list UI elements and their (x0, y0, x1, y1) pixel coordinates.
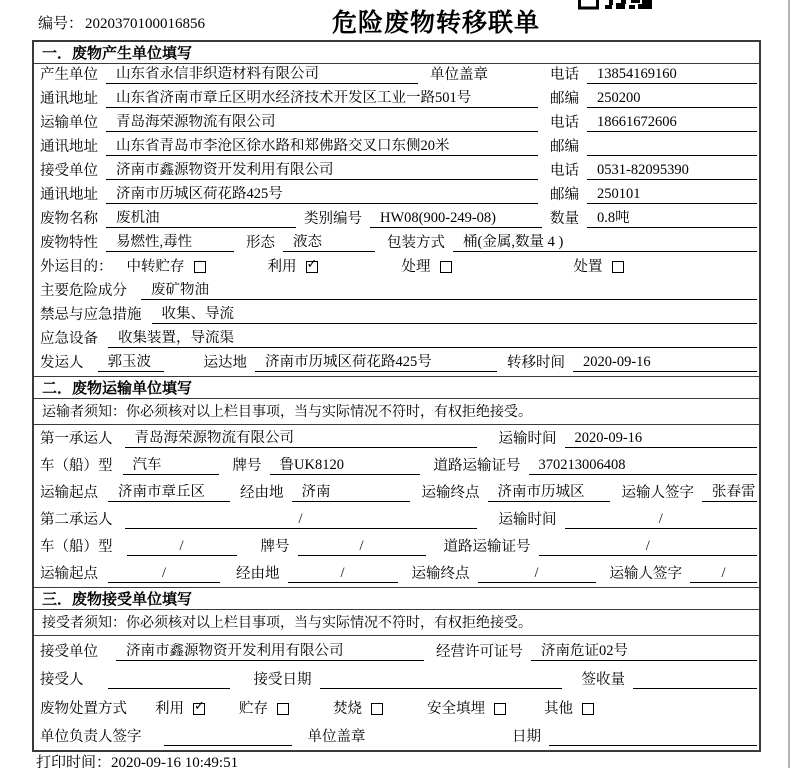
field-label: 第一承运人 (40, 431, 113, 447)
field-label: 电话 (550, 67, 579, 83)
field-label: 应急设备 (40, 331, 98, 347)
checkbox-icon (494, 703, 506, 715)
section-title: 一．废物产生单位填写 (34, 42, 759, 64)
form-row (34, 256, 759, 280)
field-label: 发运人 (40, 355, 84, 371)
field-label: 车（船）型 (40, 539, 113, 555)
field-label: 车（船）型 (40, 458, 113, 474)
print-time-value: 2020-09-16 10:49:51 (111, 755, 239, 768)
check-mark: ✓ (194, 698, 205, 714)
field-label: 电话 (550, 115, 579, 131)
section-title: 二．废物运输单位填写 (34, 377, 759, 399)
checkbox-icon (371, 703, 383, 715)
field-value: 山东省济南市章丘区明水经济技术开发区工业一路501号 (106, 90, 538, 108)
field-value: 2020-09-16 (565, 430, 758, 448)
checkbox-group (427, 701, 506, 718)
field-label: 废物特性 (40, 235, 98, 251)
field-label: 产生单位 (40, 67, 98, 83)
field-label: 邮编 (550, 139, 579, 155)
form-row (34, 352, 759, 376)
form-row (34, 88, 759, 112)
checkbox-icon (194, 261, 206, 273)
field-value: 液态 (283, 234, 375, 252)
field-value: 郭玉波 (98, 354, 164, 372)
field-value (587, 138, 757, 156)
checkbox-icon (440, 261, 452, 273)
field-label: 运输起点 (40, 485, 98, 501)
form-row (34, 184, 759, 208)
checkbox-label: 安全填埋 (427, 700, 485, 717)
field-value: 250200 (587, 90, 757, 108)
field-label: 牌号 (260, 539, 290, 555)
field-label: 接受单位 (40, 643, 98, 660)
field-value: 汽车 (123, 457, 219, 475)
field-label: 运输人签字 (609, 566, 682, 582)
field-value: 370213006408 (529, 457, 758, 475)
field-label: 废物处置方式 (40, 700, 127, 717)
field-label: 主要危险成分 (40, 283, 127, 299)
field-value: 济南市历城区荷花路425号 (106, 186, 538, 204)
field-value: 济南市历城区荷花路425号 (255, 354, 497, 372)
checkbox-group (544, 701, 594, 718)
form-row (34, 452, 759, 479)
form-row (34, 506, 759, 533)
form-row (34, 722, 759, 751)
field-value: 青岛海荣源物流有限公司 (125, 430, 477, 448)
field-value: / (539, 538, 758, 556)
field-value: 济南市章丘区 (108, 484, 230, 502)
checkbox-icon (582, 703, 594, 715)
checkbox-icon (277, 703, 289, 715)
field-value: 收集装置，导流渠 (108, 330, 757, 348)
checkbox-checked-icon (306, 257, 318, 273)
field-value: 0.8吨 (587, 210, 757, 228)
field-value: / (288, 565, 398, 583)
field-value: HW08(900-249-08) (370, 210, 542, 228)
field-value: 济南市鑫源物资开发利用有限公司 (116, 643, 424, 661)
field-label: 单位负责人签字 (40, 729, 142, 745)
field-label: 接受日期 (253, 672, 312, 688)
field-label: 类别编号 (304, 211, 362, 227)
checkbox-checked-icon (193, 698, 205, 715)
field-value: / (108, 565, 220, 583)
field-value: 山东省青岛市李沧区徐水路和郑佛路交叉口东侧20米 (106, 138, 538, 156)
field-label: 包装方式 (387, 235, 445, 251)
checkbox-group (127, 259, 206, 276)
field-value: 鲁UK8120 (270, 457, 420, 475)
field-value: / (127, 538, 237, 556)
form-row (34, 425, 759, 452)
serial-label: 编号： (38, 16, 84, 32)
form-row (34, 560, 759, 587)
form-row (34, 636, 759, 665)
checkbox-label: 利用 (155, 700, 184, 717)
field-value: 收集、导流 (152, 306, 758, 324)
form-row (34, 160, 759, 184)
check-mark: ✓ (306, 257, 318, 272)
field-label: 运输时间 (498, 431, 557, 447)
section-1 (34, 42, 759, 376)
section-title: 三．废物接受单位填写 (34, 588, 759, 610)
field-label: 通讯地址 (40, 91, 98, 107)
field-label: 废物名称 (40, 211, 98, 227)
field-label: 单位盖章 (430, 67, 488, 83)
field-value: 废机油 (106, 210, 296, 228)
checkbox-label: 焚烧 (333, 700, 362, 717)
manifest-form (32, 40, 761, 752)
field-label: 运输单位 (40, 115, 98, 131)
field-value (633, 671, 757, 689)
field-label: 电话 (550, 163, 579, 179)
form-row (34, 112, 759, 136)
field-label: 第二承运人 (40, 512, 113, 528)
field-value (108, 671, 230, 689)
field-label: 数量 (550, 211, 579, 227)
field-value: 济南市历城区 (488, 484, 610, 502)
form-row (34, 64, 759, 88)
checkbox-group (268, 259, 318, 276)
form-row (34, 280, 759, 304)
field-value: 济南市鑫源物资开发利用有限公司 (106, 162, 538, 180)
serial-value: 2020370100016856 (85, 16, 206, 32)
field-label: 运达地 (203, 355, 247, 371)
field-label: 邮编 (550, 187, 579, 203)
checkbox-label: 处理 (401, 259, 431, 275)
serial-number (38, 12, 205, 33)
field-value: 18661672606 (587, 114, 757, 132)
field-value: 废矿物油 (141, 282, 757, 300)
field-label: 道路运输证号 (433, 458, 521, 474)
field-label: 邮编 (550, 91, 579, 107)
checkbox-group (333, 701, 383, 718)
checkbox-group (402, 259, 452, 276)
form-row (34, 693, 759, 722)
checkbox-group (239, 701, 289, 718)
qr-code-fragment (578, 0, 652, 11)
field-value: 易燃性,毒性 (106, 234, 234, 252)
field-value: 张春雷 (702, 484, 757, 502)
checkbox-group (155, 698, 205, 718)
notice-text: 接受者须知：你必须核对以上栏目事项，当与实际情况不符时，有权拒绝接受。 (34, 610, 759, 636)
form-row (34, 533, 759, 560)
field-value: / (125, 511, 477, 529)
field-value: 济南危证02号 (531, 643, 757, 661)
notice-text: 运输者须知：你必须核对以上栏目事项，当与实际情况不符时，有权拒绝接受。 (34, 399, 759, 425)
print-time (36, 751, 238, 768)
field-label: 接受人 (40, 672, 84, 688)
section-3 (34, 587, 759, 750)
field-label: 形态 (246, 235, 275, 251)
print-time-label: 打印时间： (36, 755, 112, 768)
checkbox-label: 贮存 (239, 700, 268, 717)
field-value: 0531-82095390 (587, 162, 757, 180)
checkbox-label: 利用 (267, 259, 297, 275)
form-row (34, 232, 759, 256)
field-label: 单位盖章 (307, 729, 366, 745)
field-label: 通讯地址 (40, 139, 98, 155)
field-label: 牌号 (232, 458, 262, 474)
field-label: 禁忌与应急措施 (40, 307, 142, 323)
field-value: 13854169160 (587, 66, 757, 84)
field-value: 青岛海荣源物流有限公司 (106, 114, 538, 132)
field-label: 签收量 (581, 672, 625, 688)
form-row (34, 479, 759, 506)
checkbox-group (574, 259, 624, 276)
scan-edge-line (788, 0, 790, 768)
field-label: 道路运输证号 (443, 539, 531, 555)
form-row (34, 208, 759, 232)
field-value: / (690, 565, 757, 583)
form-row (34, 136, 759, 160)
field-label: 运输人签字 (621, 485, 694, 501)
field-label: 运输起点 (40, 566, 98, 582)
field-value: 桶(金属,数量 4 ) (453, 234, 757, 252)
field-value (164, 728, 292, 746)
field-label: 经由地 (236, 566, 280, 582)
field-label: 外运目的： (40, 259, 113, 275)
checkbox-label: 其他 (544, 700, 573, 717)
field-value: 济南 (292, 484, 410, 502)
section-2 (34, 376, 759, 587)
checkbox-label: 处置 (573, 259, 603, 275)
form-row (34, 665, 759, 694)
field-value: 250101 (587, 186, 757, 204)
field-value: / (298, 538, 426, 556)
field-value: / (565, 511, 758, 529)
field-label: 运输时间 (498, 512, 557, 528)
field-label: 日期 (512, 729, 541, 745)
field-label: 接受单位 (40, 163, 98, 179)
form-row (34, 304, 759, 328)
field-label: 经由地 (240, 485, 284, 501)
field-label: 通讯地址 (40, 187, 98, 203)
form-row (34, 328, 759, 352)
field-label: 转移时间 (507, 355, 565, 371)
checkbox-label: 中转贮存 (126, 259, 185, 275)
page-title: 危险废物转移联单 (332, 9, 541, 37)
field-label: 运输终点 (421, 485, 480, 501)
field-label: 运输终点 (411, 566, 470, 582)
field-value: / (478, 565, 596, 583)
field-label: 经营许可证号 (436, 643, 523, 660)
field-value: 山东省永信非织造材料有限公司 (106, 66, 418, 84)
field-value (549, 728, 757, 746)
checkbox-icon (612, 261, 624, 273)
field-value: 2020-09-16 (573, 354, 757, 372)
field-value (320, 671, 562, 689)
